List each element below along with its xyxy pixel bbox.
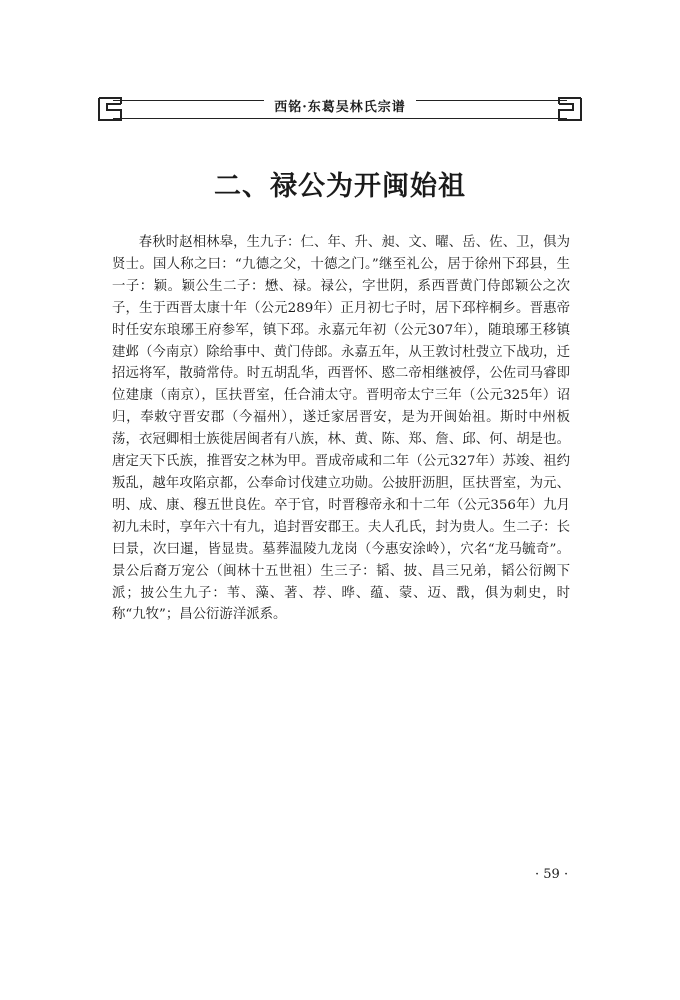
header-rule-bottom — [113, 118, 567, 119]
running-header — [95, 88, 585, 134]
header-title — [95, 96, 585, 115]
body-paragraph: 春秋时赵相林皋，生九子：仁、年、升、昶、文、曜、岳、佐、卫，俱为贤士。国人称之曰：“九德之父，十德之门。”继至礼公，居于徐州下邳县，生一子：颖。颖公生二子：懋、禄。禄公，字世阴，系西晋黄门侍郎颖公之次子，生于西晋太康十年（公元289年）正月初七子时，居下邳梓桐乡。晋惠帝时任安东琅琊王府参军，镇下邳。永嘉元年初（公元307年），随琅琊王移镇建邺（今南京）除给事中、黄门侍郎。永嘉五年，从王敦讨杜弢立下战功，迁招远将军，散骑常侍。时五胡乱华，西晋怀、愍二帝相继被俘，公佐司马睿即位建康（南京），匡扶晋室，任合浦太守。晋明帝太宁三年（公元325年）诏归，奉敕守晋安郡（今福州），遂迁家居晋安，是为开闽始祖。斯时中州板荡，衣冠卿相士族徙居闽者有八族，林、黄、陈、郑、詹、邱、何、胡是也。唐定天下氏族，推晋安之林为甲。晋成帝咸和二年（公元327年）苏竣、祖约叛乱，越年攻陷京都，公奉命讨伐建立功勋。公披肝沥胆，匡扶晋室，为元、明、成、康、穆五世良佐。卒于官，时晋穆帝永和十二年（公元356年）九月初九未时，享年六十有九，追封晋安郡王。夫人孔氏，封为贵人。生二子：长曰景，次曰暹，皆显贵。墓葬温陵九龙岗（今惠安涂岭），穴名“龙马毓奇”。景公后裔万宠公（闽林十五世祖）生三子：韬、披、昌三兄弟，韬公衍阙下派；披公生九子：苇、藻、著、荐、晔、蕴、蒙、迈、戬，俱为刺史，时称“九牧”；昌公衍游洋派系。 — [112, 235, 570, 623]
chapter-title: 二、禄公为开闽始祖 — [214, 171, 466, 202]
page-number: · 59 · — [535, 867, 569, 882]
header-title-text: 西铭·东葛吴林氏宗谱 — [264, 100, 416, 115]
